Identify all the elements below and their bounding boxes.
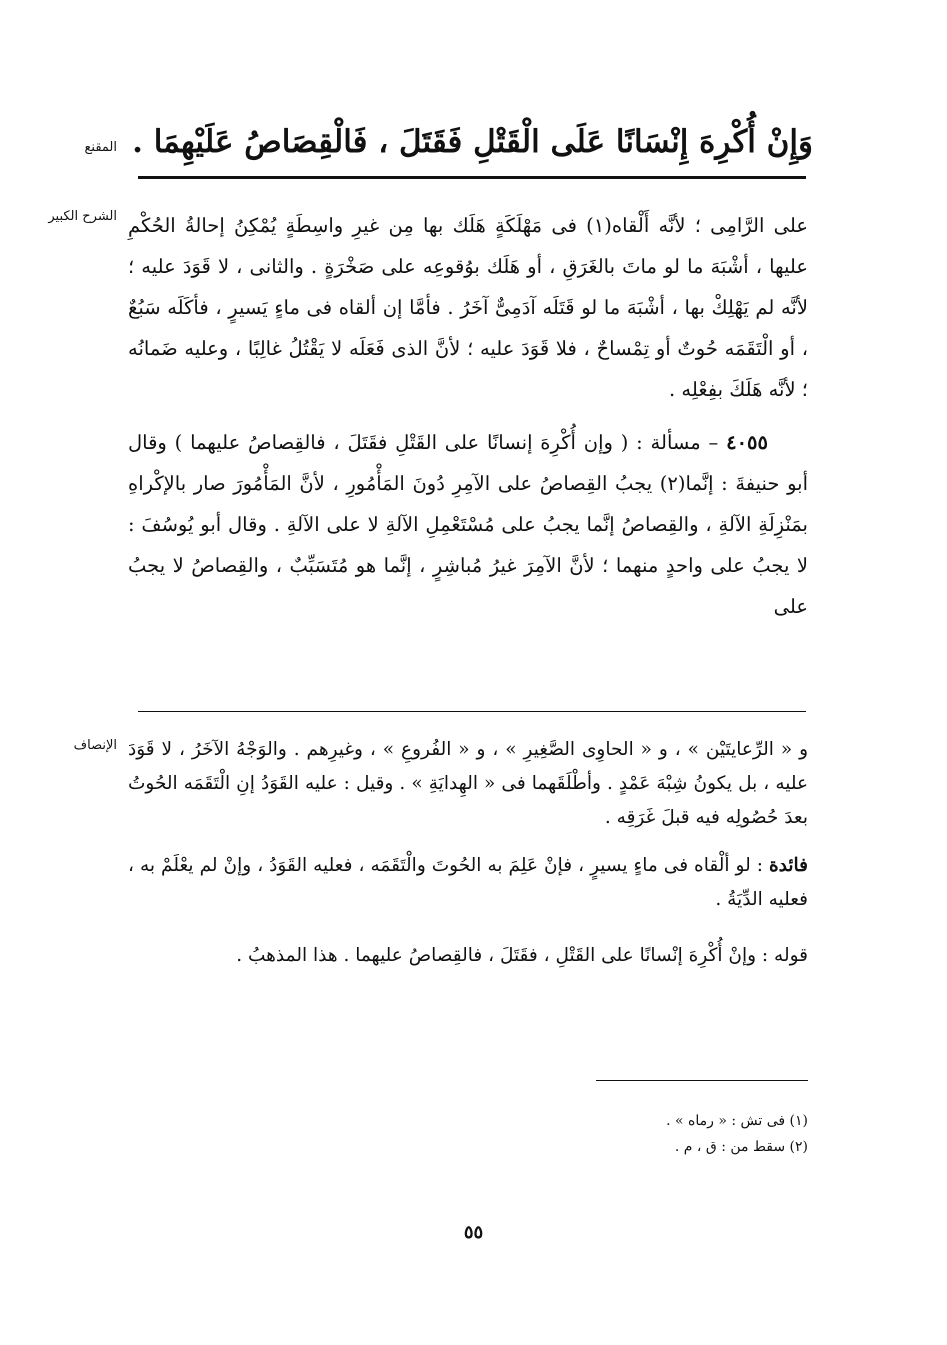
page-number: ٥٥	[463, 1222, 484, 1243]
insaf-paragraph-2-text: : لو ألْقاه فى ماءٍ يسيرٍ ، فإنْ عَلِمَ به الحُوتَ والْتَقَمَه ، فعليه القَوَدُ ، وإنْ لم يعْلَمْ به ، فعليه الدِّيَةُ .	[128, 855, 808, 910]
section-divider	[138, 711, 806, 712]
insaf-paragraph-3: قوله : وإنْ أُكْرِهَ إنْسانًا على القَتْلِ ، فقَتَلَ ، فالقِصاصُ عليهما . هذا المذهبُ .	[236, 945, 808, 966]
footnotes	[400, 1108, 808, 1160]
sharh-section	[128, 205, 808, 627]
footnote-2: (٢) سقط من : ق ، م .	[674, 1139, 808, 1155]
label-sharh: الشرح الكبير	[48, 209, 117, 224]
footnote-divider	[596, 1080, 808, 1081]
masala-number: ٤٠٥٥	[726, 431, 768, 454]
muqni-heading: وَإِنْ أُكْرِهَ إِنْسَانًا عَلَى الْقَتْلِ فَقَتَلَ ، فَالْقِصَاصُ عَلَيْهِمَا .	[132, 124, 813, 160]
sharh-paragraph-2-text: – مسألة : ( وإن أُكْرِهَ إنسانًا على القَتْلِ فقَتَلَ ، فالقِصاصُ عليهما ) وقال أبو حنيفةَ : إنَّما(٢) يجبُ القِصاصُ على الآمِرِ دُونَ المَأْمُورِ ، لأنَّ المَأْمُورَ صار بالإكْراهِ بمَنْزِلَةِ الآلةِ ، والقِصاصُ إنَّما يجبُ على مُسْتَعْمِلِ الآلةِ لا على الآلةِ . وقال أبو يُوسُفَ : لا يجبُ على واحدٍ منهما ؛ لأنَّ الآمِرَ غيرُ مُباشِرٍ ، إنَّما هو مُتَسَبِّبٌ ، والقِصاصُ لا يجبُ على	[128, 431, 808, 618]
insaf-paragraph-1: و « الرِّعايتَيْن » ، و « الحاوِى الصَّغِيرِ » ، و « الفُروعِ » ، وغيرِهم . والوَجْهُ الآخَرُ ، لا قَوَدَ عليه ، بل يكونُ شِبْهَ عَمْدٍ . وأطْلَقَهما فى « الهِدايَةِ » . وقيل : عليه القَوَدُ إنِ الْتَقَمَه الحُوتُ بعدَ حُصُولِه فيه قبلَ غَرَقِه .	[128, 739, 808, 828]
footnote-1: (١) فى تش : « رماه » .	[666, 1113, 808, 1129]
sharh-paragraph-2	[128, 422, 808, 627]
label-insaf: الإنصاف	[73, 738, 117, 753]
insaf-section	[128, 733, 808, 995]
heading-divider	[138, 176, 806, 179]
sharh-paragraph-1: على الرَّامِى ؛ لأنَّه أَلْقاه(١) فى مَهْلَكَةٍ هَلَك بها مِن غيرِ واسِطَةٍ يُمْكِنُ إحالةُ الحُكْمِ عليها ، أشْبَهَ ما لو ماتَ بالغَرَقِ ، أو هَلَك بوُقوعِه على صَخْرَةٍ . والثانى ، لا قَوَدَ عليه ؛ لأنَّه لم يَهْلِكْ بها ، أشْبَهَ ما لو قَتَلَه آدَمِىٌّ آخَرُ . فأمَّا إن ألقاه فى ماءٍ يَسيرٍ ، فأكَلَه سَبُعٌ ، أو الْتَقَمَه حُوتٌ أو تِمْساحٌ ، فلا قَوَدَ عليه ؛ لأنَّ الذى فَعَلَه لا يَقْتُلُ غالِبًا ، وعليه ضَمانُه ؛ لأنَّه هَلَكَ بفِعْلِه .	[128, 214, 808, 401]
faida-label: فائدة	[768, 855, 808, 876]
label-muqni: المقنع	[84, 140, 117, 155]
insaf-paragraph-2	[128, 849, 808, 917]
